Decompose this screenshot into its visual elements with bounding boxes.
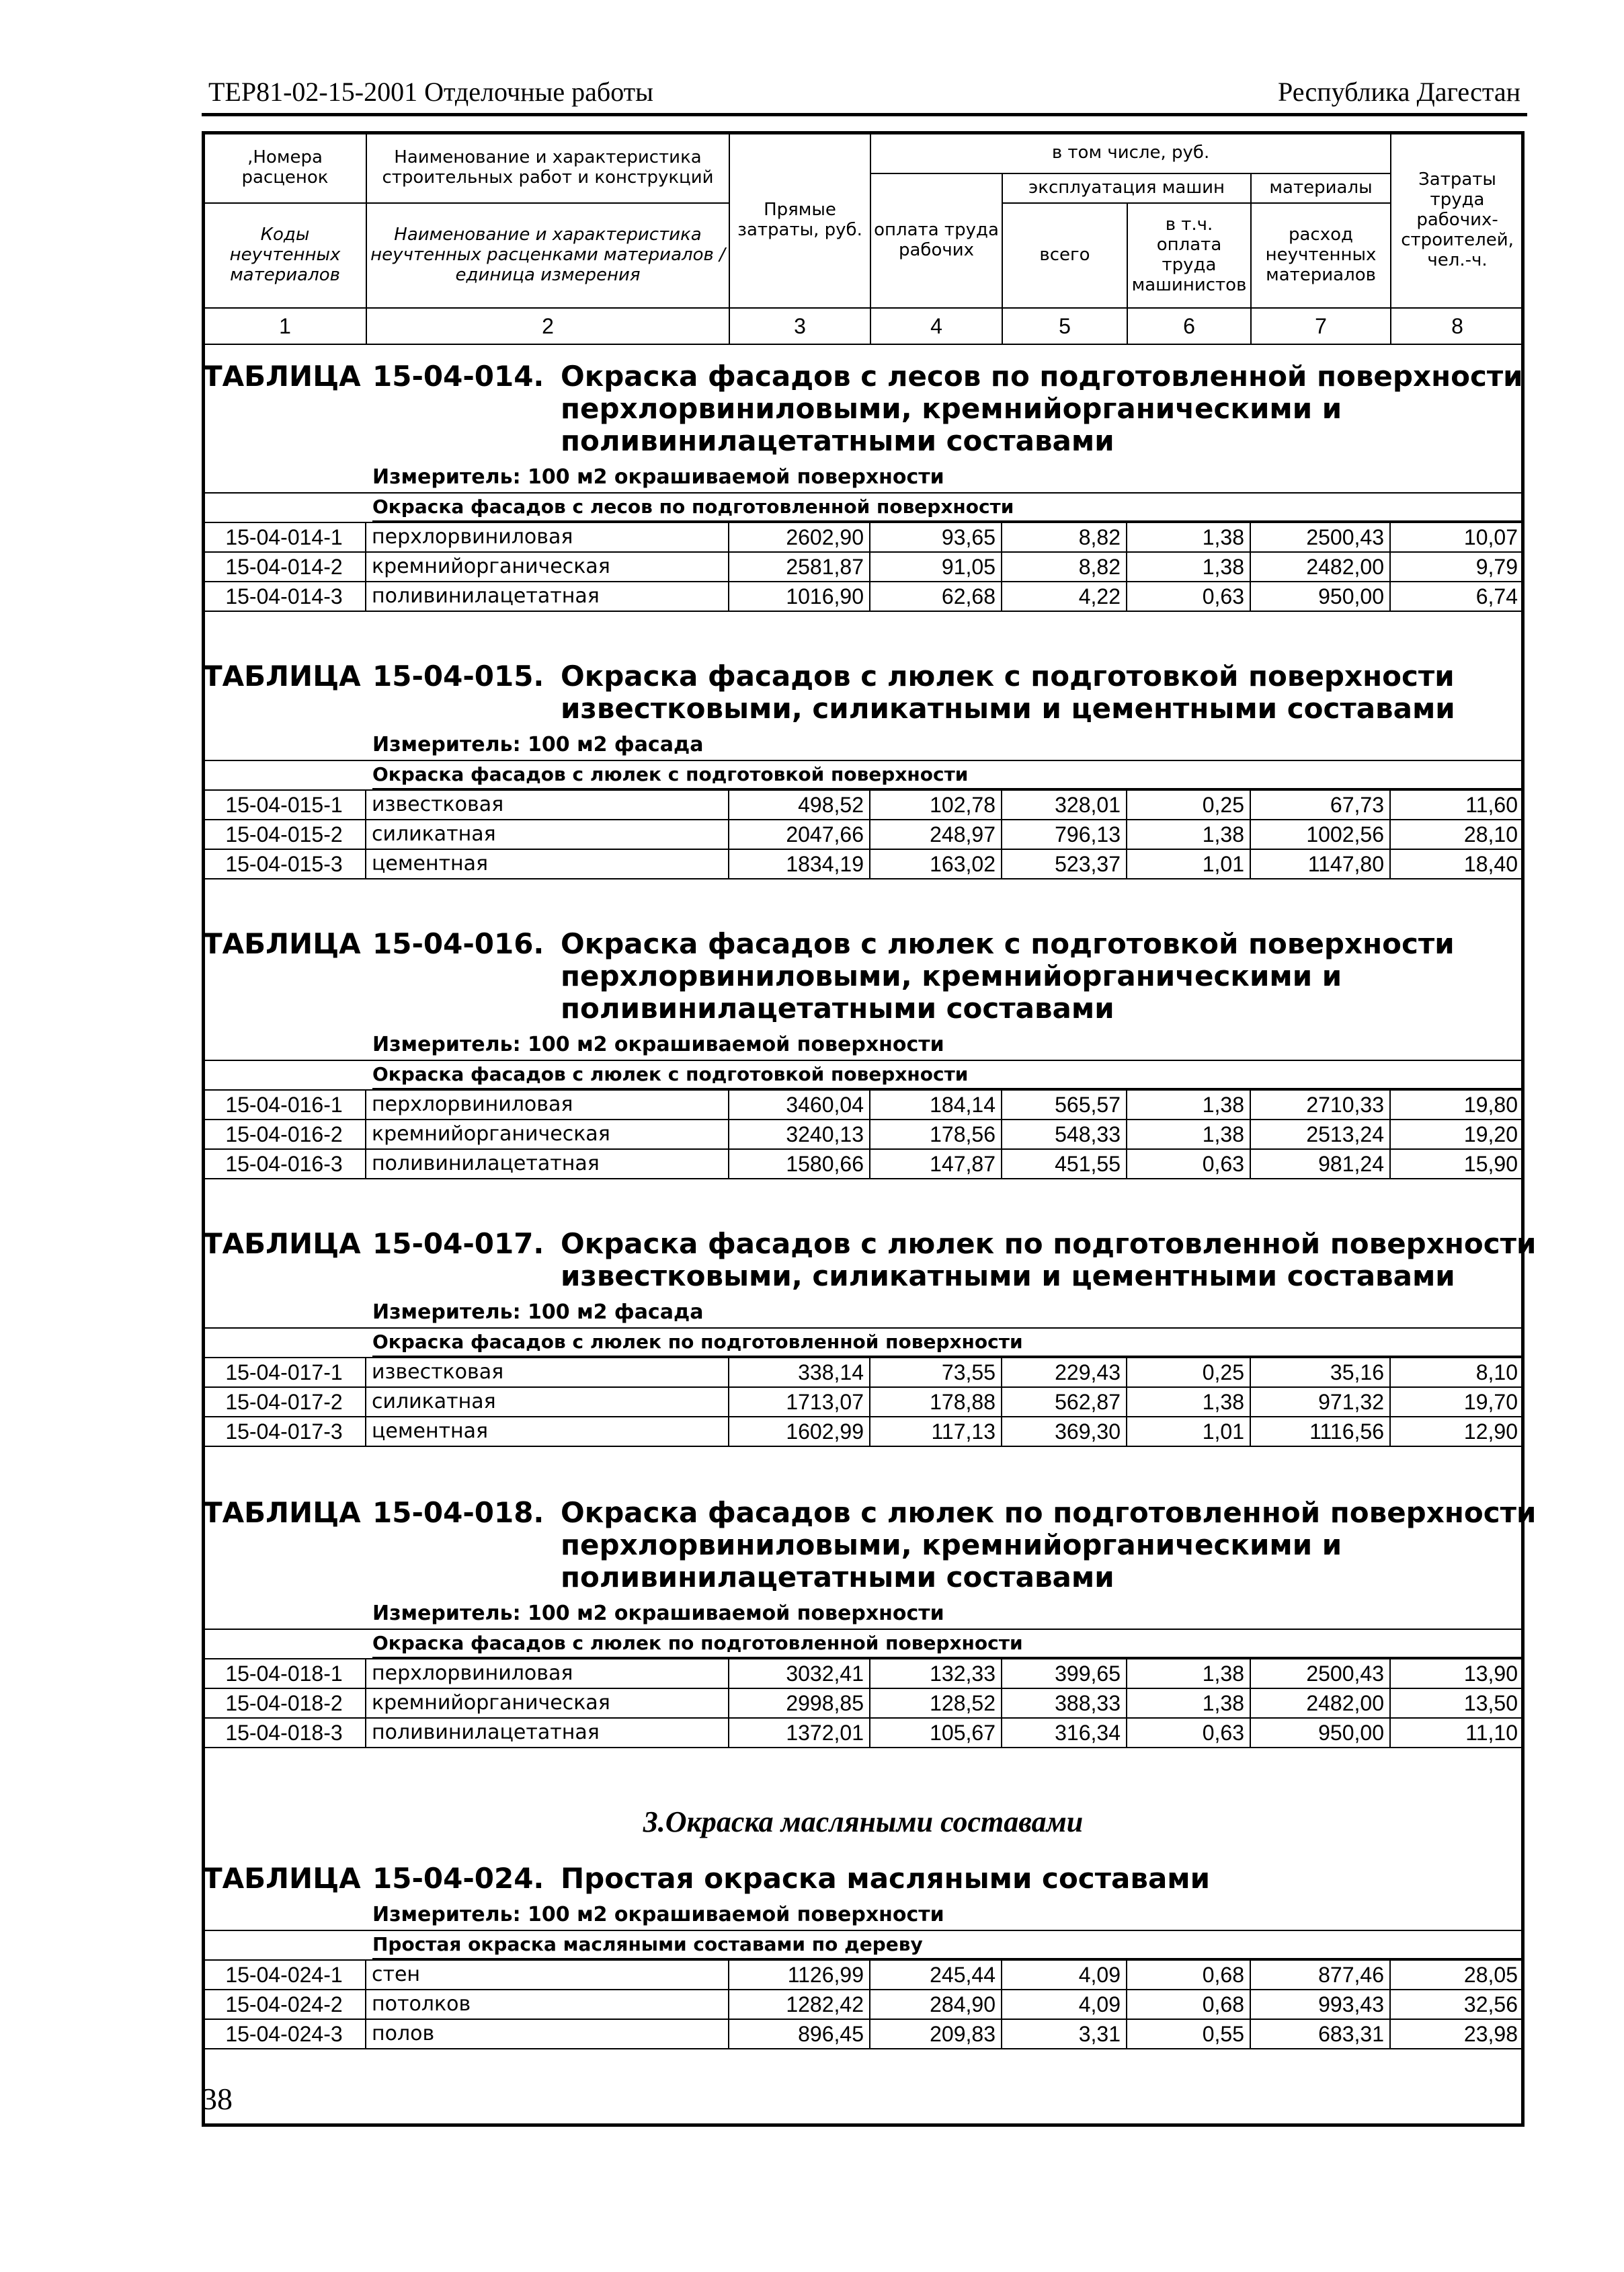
rate-code-cell: 15-04-024-2 xyxy=(203,1990,366,2019)
table-row xyxy=(203,1990,1523,2019)
rate-value-cell: 896,45 xyxy=(729,2019,870,2049)
rates-table xyxy=(203,1089,1523,1179)
rate-name-cell: перхлорвиниловая xyxy=(366,522,729,552)
rate-code-cell: 15-04-024-3 xyxy=(203,2019,366,2049)
rate-value-cell: 2047,66 xyxy=(729,820,870,849)
rate-value-cell: 117,13 xyxy=(870,1417,1002,1446)
rate-code-cell: 15-04-016-3 xyxy=(203,1149,366,1179)
rate-value-cell: 8,82 xyxy=(1002,552,1127,582)
rate-value-cell: 28,05 xyxy=(1390,1960,1523,1990)
rate-code-cell: 15-04-018-2 xyxy=(203,1688,366,1718)
table-name xyxy=(561,928,1523,1025)
table-code: 15-04-014. xyxy=(372,360,544,393)
rate-value-cell: 245,44 xyxy=(870,1960,1002,1990)
rate-code-cell: 15-04-014-2 xyxy=(203,552,366,582)
table-title xyxy=(203,1227,1537,1292)
rate-value-cell: 451,55 xyxy=(1002,1149,1127,1179)
rate-value-cell: 4,22 xyxy=(1002,582,1127,611)
rate-value-cell: 3,31 xyxy=(1002,2019,1127,2049)
table-name-line: поливинилацетатными составами xyxy=(561,992,1114,1025)
rate-value-cell: 328,01 xyxy=(1002,790,1127,820)
rate-value-cell: 1,01 xyxy=(1127,849,1250,879)
rate-value-cell: 0,63 xyxy=(1127,1149,1250,1179)
rate-name-cell: известковая xyxy=(366,1358,729,1387)
table-tag: ТАБЛИЦА xyxy=(203,660,361,693)
table-group-label: Окраска фасадов с люлек по подготовленной поверхности xyxy=(372,1630,1523,1658)
col-machines-header: эксплуатация машин xyxy=(1002,173,1251,203)
rate-value-cell: 132,33 xyxy=(870,1659,1002,1688)
rate-name-cell: поливинилацетатная xyxy=(366,1718,729,1748)
rate-value-cell: 0,25 xyxy=(1127,1358,1250,1387)
table-measure: Измеритель: 100 м2 окрашиваемой поверхности xyxy=(372,1903,944,1926)
table-section xyxy=(203,1227,1537,1447)
table-row xyxy=(203,522,1523,552)
rate-code-cell: 15-04-017-1 xyxy=(203,1358,366,1387)
table-title xyxy=(203,1863,1523,1895)
rate-value-cell: 523,37 xyxy=(1002,849,1127,879)
rate-code-cell: 15-04-014-1 xyxy=(203,522,366,552)
col-name-header: Наименование и характеристика строительных работ и конструкций xyxy=(366,133,729,203)
rate-value-cell: 62,68 xyxy=(870,582,1002,611)
col-materials-sub-header: расход неучтенных материалов xyxy=(1251,203,1391,308)
rate-value-cell: 1,01 xyxy=(1127,1417,1250,1446)
table-name-line: Окраска фасадов с люлек с подготовкой поверхности xyxy=(561,660,1455,693)
rate-value-cell: 284,90 xyxy=(870,1990,1002,2019)
table-name-line: известковыми, силикатными и цементными составами xyxy=(561,1259,1455,1292)
rate-value-cell: 2500,43 xyxy=(1250,1659,1390,1688)
table-row xyxy=(203,1659,1523,1688)
rate-value-cell: 1,38 xyxy=(1127,1688,1250,1718)
rate-code-cell: 15-04-015-3 xyxy=(203,849,366,879)
rate-code-cell: 15-04-017-2 xyxy=(203,1387,366,1417)
rate-value-cell: 2482,00 xyxy=(1250,1688,1390,1718)
rate-name-cell: поливинилацетатная xyxy=(366,1149,729,1179)
rate-name-cell: перхлорвиниловая xyxy=(366,1659,729,1688)
table-name-line: Окраска фасадов с лесов по подготовленной поверхности xyxy=(561,360,1523,393)
table-row xyxy=(203,582,1523,611)
rate-value-cell: 1116,56 xyxy=(1250,1417,1390,1446)
rate-value-cell: 15,90 xyxy=(1390,1149,1523,1179)
col-direct-header: Прямые затраты, руб. xyxy=(729,133,870,308)
table-name xyxy=(561,1496,1537,1594)
table-section xyxy=(203,360,1523,612)
table-name xyxy=(561,1227,1537,1292)
rate-value-cell: 369,30 xyxy=(1002,1417,1127,1446)
rate-value-cell: 3460,04 xyxy=(729,1090,870,1120)
rate-value-cell: 3032,41 xyxy=(729,1659,870,1688)
table-name-line: Окраска фасадов с люлек по подготовленной поверхности xyxy=(561,1227,1537,1260)
rate-value-cell: 147,87 xyxy=(870,1149,1002,1179)
rate-name-cell: стен xyxy=(366,1960,729,1990)
rate-value-cell: 1,38 xyxy=(1127,820,1250,849)
table-row xyxy=(203,790,1523,820)
rate-value-cell: 67,73 xyxy=(1250,790,1390,820)
region-name: Республика Дагестан xyxy=(1278,77,1520,107)
rate-value-cell: 338,14 xyxy=(729,1358,870,1387)
page-number: 38 xyxy=(202,2082,233,2116)
rate-value-cell: 1,38 xyxy=(1127,1120,1250,1149)
table-row xyxy=(203,1417,1523,1446)
rate-value-cell: 13,50 xyxy=(1390,1688,1523,1718)
rate-value-cell: 4,09 xyxy=(1002,1990,1127,2019)
rate-value-cell: 73,55 xyxy=(870,1358,1002,1387)
rate-value-cell: 10,07 xyxy=(1390,522,1523,552)
rate-value-cell: 32,56 xyxy=(1390,1990,1523,2019)
rate-value-cell: 1580,66 xyxy=(729,1149,870,1179)
rate-value-cell: 0,55 xyxy=(1127,2019,1250,2049)
rate-value-cell: 1713,07 xyxy=(729,1387,870,1417)
rate-value-cell: 796,13 xyxy=(1002,820,1127,849)
rate-value-cell: 11,10 xyxy=(1390,1718,1523,1748)
table-row xyxy=(203,1090,1523,1120)
rate-code-cell: 15-04-018-3 xyxy=(203,1718,366,1748)
table-title xyxy=(203,660,1523,725)
rate-code-cell: 15-04-016-1 xyxy=(203,1090,366,1120)
rates-table xyxy=(203,1357,1523,1447)
rate-value-cell: 163,02 xyxy=(870,849,1002,879)
table-tag: ТАБЛИЦА xyxy=(203,927,361,960)
table-section xyxy=(203,1496,1537,1748)
rate-name-cell: кремнийорганическая xyxy=(366,1688,729,1718)
rate-name-cell: цементная xyxy=(366,849,729,879)
rate-code-cell: 15-04-017-3 xyxy=(203,1417,366,1446)
rate-value-cell: 562,87 xyxy=(1002,1387,1127,1417)
rate-value-cell: 2710,33 xyxy=(1250,1090,1390,1120)
table-name-line: известковыми, силикатными и цементными составами xyxy=(561,692,1455,725)
table-measure: Измеритель: 100 м2 окрашиваемой поверхности xyxy=(372,1602,944,1625)
rate-value-cell: 683,31 xyxy=(1250,2019,1390,2049)
rates-table xyxy=(203,1658,1523,1748)
rate-value-cell: 184,14 xyxy=(870,1090,1002,1120)
table-name xyxy=(561,360,1523,457)
col-num: 8 xyxy=(1391,308,1524,344)
rate-name-cell: силикатная xyxy=(366,1387,729,1417)
col-machines-labor-header: в т.ч. оплата труда машинистов xyxy=(1127,203,1251,308)
col-name-sub-header: Наименование и характеристика неучтенных расценками материалов / единица измерения xyxy=(366,203,729,308)
rate-name-cell: поливинилацетатная xyxy=(366,582,729,611)
rate-value-cell: 209,83 xyxy=(870,2019,1002,2049)
table-code: 15-04-016. xyxy=(372,927,544,960)
col-num: 7 xyxy=(1251,308,1391,344)
table-name-line: перхлорвиниловыми, кремнийорганическими и xyxy=(561,392,1342,425)
rate-value-cell: 971,32 xyxy=(1250,1387,1390,1417)
rate-value-cell: 0,68 xyxy=(1127,1990,1250,2019)
rate-code-cell: 15-04-016-2 xyxy=(203,1120,366,1149)
document-title: ТЕР81-02-15-2001 Отделочные работы xyxy=(208,77,654,107)
rate-value-cell: 35,16 xyxy=(1250,1358,1390,1387)
rate-code-cell: 15-04-015-1 xyxy=(203,790,366,820)
table-title xyxy=(203,360,1523,457)
rate-code-cell: 15-04-024-1 xyxy=(203,1960,366,1990)
table-group-label: Окраска фасадов с люлек с подготовкой поверхности xyxy=(372,1061,1523,1089)
table-row xyxy=(203,1149,1523,1179)
rate-value-cell: 498,52 xyxy=(729,790,870,820)
table-name-line: перхлорвиниловыми, кремнийорганическими и xyxy=(561,959,1342,992)
table-name-line: поливинилацетатными составами xyxy=(561,424,1114,457)
rate-value-cell: 1002,56 xyxy=(1250,820,1390,849)
col-num: 1 xyxy=(204,308,366,344)
rate-value-cell: 12,90 xyxy=(1390,1417,1523,1446)
table-name-line: Окраска фасадов с люлек с подготовкой поверхности xyxy=(561,927,1455,960)
rate-name-cell: кремнийорганическая xyxy=(366,552,729,582)
rate-value-cell: 1016,90 xyxy=(729,582,870,611)
table-row xyxy=(203,1358,1523,1387)
rate-value-cell: 0,25 xyxy=(1127,790,1250,820)
table-row xyxy=(203,820,1523,849)
table-tag: ТАБЛИЦА xyxy=(203,1496,361,1529)
table-name-line: Простая окраска масляными составами xyxy=(561,1862,1211,1895)
col-incl-header: в том числе, руб. xyxy=(870,133,1391,173)
rate-value-cell: 1834,19 xyxy=(729,849,870,879)
col-machines-total-header: всего xyxy=(1002,203,1127,308)
rate-value-cell: 3240,13 xyxy=(729,1120,870,1149)
rate-value-cell: 950,00 xyxy=(1250,1718,1390,1748)
table-code: 15-04-024. xyxy=(372,1862,544,1895)
rate-value-cell: 11,60 xyxy=(1390,790,1523,820)
rate-value-cell: 9,79 xyxy=(1390,552,1523,582)
rate-value-cell: 0,63 xyxy=(1127,1718,1250,1748)
rate-value-cell: 2482,00 xyxy=(1250,552,1390,582)
table-row xyxy=(203,1120,1523,1149)
col-codes-header: Коды неучтенных материалов xyxy=(204,203,366,308)
rate-value-cell: 93,65 xyxy=(870,522,1002,552)
table-section xyxy=(203,660,1523,879)
rate-value-cell: 178,88 xyxy=(870,1387,1002,1417)
rate-value-cell: 1147,80 xyxy=(1250,849,1390,879)
rate-value-cell: 2602,90 xyxy=(729,522,870,552)
col-labor-pay-header: оплата труда рабочих xyxy=(870,173,1002,308)
table-row xyxy=(203,1960,1523,1990)
col-num: 5 xyxy=(1002,308,1127,344)
rate-value-cell: 28,10 xyxy=(1390,820,1523,849)
rate-value-cell: 1602,99 xyxy=(729,1417,870,1446)
rate-value-cell: 565,57 xyxy=(1002,1090,1127,1120)
rate-value-cell: 1126,99 xyxy=(729,1960,870,1990)
rate-name-cell: известковая xyxy=(366,790,729,820)
table-group-label: Окраска фасадов с люлек с подготовкой поверхности xyxy=(372,761,1523,789)
rate-value-cell: 388,33 xyxy=(1002,1688,1127,1718)
rate-value-cell: 1,38 xyxy=(1127,522,1250,552)
table-measure: Измеритель: 100 м2 окрашиваемой поверхности xyxy=(372,1033,944,1056)
rate-name-cell: полов xyxy=(366,2019,729,2049)
rate-value-cell: 229,43 xyxy=(1002,1358,1127,1387)
column-header xyxy=(203,132,1525,345)
rate-value-cell: 2998,85 xyxy=(729,1688,870,1718)
rate-value-cell: 1,38 xyxy=(1127,552,1250,582)
table-section xyxy=(203,1863,1523,2049)
table-name-line: перхлорвиниловыми, кремнийорганическими и xyxy=(561,1528,1342,1561)
rates-table xyxy=(203,789,1523,879)
rate-value-cell: 1,38 xyxy=(1127,1659,1250,1688)
rate-value-cell: 178,56 xyxy=(870,1120,1002,1149)
table-group-label: Окраска фасадов с лесов по подготовленной поверхности xyxy=(372,494,1523,522)
col-numbers-header: ,Номера расценок xyxy=(204,133,366,203)
rate-value-cell: 993,43 xyxy=(1250,1990,1390,2019)
rates-table xyxy=(203,1959,1523,2049)
table-tag: ТАБЛИЦА xyxy=(203,1862,361,1895)
rate-value-cell: 950,00 xyxy=(1250,582,1390,611)
table-measure: Измеритель: 100 м2 фасада xyxy=(372,733,704,756)
rate-value-cell: 399,65 xyxy=(1002,1659,1127,1688)
col-num: 3 xyxy=(729,308,870,344)
rate-code-cell: 15-04-015-2 xyxy=(203,820,366,849)
table-code: 15-04-017. xyxy=(372,1227,544,1260)
table-measure: Измеритель: 100 м2 окрашиваемой поверхности xyxy=(372,465,944,489)
table-row xyxy=(203,849,1523,879)
rate-value-cell: 2500,43 xyxy=(1250,522,1390,552)
rate-name-cell: цементная xyxy=(366,1417,729,1446)
rate-value-cell: 2581,87 xyxy=(729,552,870,582)
rate-value-cell: 91,05 xyxy=(870,552,1002,582)
col-num: 2 xyxy=(366,308,729,344)
table-row xyxy=(203,1688,1523,1718)
table-title xyxy=(203,928,1523,1025)
table-name xyxy=(561,660,1523,725)
rate-value-cell: 19,70 xyxy=(1390,1387,1523,1417)
rate-value-cell: 6,74 xyxy=(1390,582,1523,611)
table-group-label: Окраска фасадов с люлек по подготовленной поверхности xyxy=(372,1329,1523,1357)
rate-value-cell: 2513,24 xyxy=(1250,1120,1390,1149)
rate-value-cell: 248,97 xyxy=(870,820,1002,849)
rate-value-cell: 1372,01 xyxy=(729,1718,870,1748)
table-name-line: Окраска фасадов с люлек по подготовленной поверхности xyxy=(561,1496,1537,1529)
rate-value-cell: 23,98 xyxy=(1390,2019,1523,2049)
rate-value-cell: 8,82 xyxy=(1002,522,1127,552)
rate-value-cell: 102,78 xyxy=(870,790,1002,820)
rate-value-cell: 8,10 xyxy=(1390,1358,1523,1387)
rate-value-cell: 105,67 xyxy=(870,1718,1002,1748)
rate-value-cell: 4,09 xyxy=(1002,1960,1127,1990)
table-row xyxy=(203,552,1523,582)
rate-value-cell: 1282,42 xyxy=(729,1990,870,2019)
rate-value-cell: 0,63 xyxy=(1127,582,1250,611)
rate-value-cell: 877,46 xyxy=(1250,1960,1390,1990)
rates-table xyxy=(203,522,1523,612)
rate-value-cell: 13,90 xyxy=(1390,1659,1523,1688)
rate-name-cell: кремнийорганическая xyxy=(366,1120,729,1149)
table-group-label: Простая окраска масляными составами по дереву xyxy=(372,1931,1523,1959)
rate-value-cell: 0,68 xyxy=(1127,1960,1250,1990)
rate-value-cell: 19,80 xyxy=(1390,1090,1523,1120)
table-row xyxy=(203,1387,1523,1417)
col-num: 4 xyxy=(870,308,1002,344)
rate-value-cell: 1,38 xyxy=(1127,1387,1250,1417)
table-measure: Измеритель: 100 м2 фасада xyxy=(372,1300,704,1324)
rate-value-cell: 18,40 xyxy=(1390,849,1523,879)
table-tag: ТАБЛИЦА xyxy=(203,360,361,393)
rate-value-cell: 548,33 xyxy=(1002,1120,1127,1149)
table-code: 15-04-015. xyxy=(372,660,544,693)
table-name-line: поливинилацетатными составами xyxy=(561,1561,1114,1594)
rate-value-cell: 316,34 xyxy=(1002,1718,1127,1748)
rate-value-cell: 128,52 xyxy=(870,1688,1002,1718)
rate-code-cell: 15-04-018-1 xyxy=(203,1659,366,1688)
table-section xyxy=(203,928,1523,1179)
subsection-title: 3.Окраска масляными составами xyxy=(643,1805,1084,1838)
rate-value-cell: 981,24 xyxy=(1250,1149,1390,1179)
rate-value-cell: 19,20 xyxy=(1390,1120,1523,1149)
col-materials-header: материалы xyxy=(1251,173,1391,203)
table-tag: ТАБЛИЦА xyxy=(203,1227,361,1260)
table-title xyxy=(203,1496,1537,1594)
table-name xyxy=(561,1863,1523,1895)
table-code: 15-04-018. xyxy=(372,1496,544,1529)
col-labor-cost-header: Затраты труда рабочих-строителей, чел.-ч. xyxy=(1391,133,1524,308)
running-header xyxy=(202,70,1527,116)
rate-code-cell: 15-04-014-3 xyxy=(203,582,366,611)
col-num: 6 xyxy=(1127,308,1251,344)
rate-name-cell: перхлорвиниловая xyxy=(366,1090,729,1120)
rate-name-cell: силикатная xyxy=(366,820,729,849)
rate-value-cell: 1,38 xyxy=(1127,1090,1250,1120)
rate-name-cell: потолков xyxy=(366,1990,729,2019)
table-row xyxy=(203,2019,1523,2049)
table-row xyxy=(203,1718,1523,1748)
